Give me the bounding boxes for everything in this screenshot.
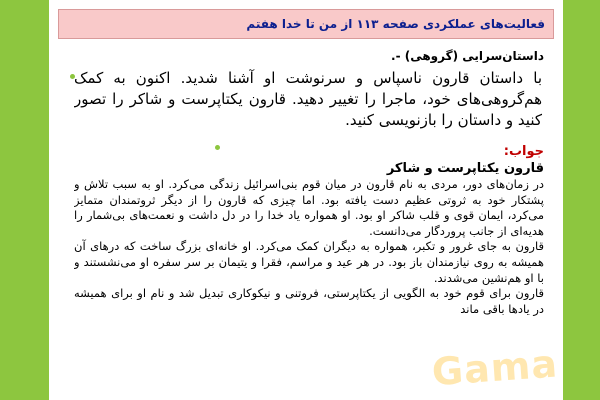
- page-header-title: فعالیت‌های عملکردی صفحه ۱۱۳ از من تا خدا هفتم: [246, 17, 545, 31]
- watermark-logo: Gama: [430, 341, 560, 395]
- content-area: [74, 48, 544, 358]
- story-paragraph: قارون به جای غرور و تکبر، همواره به دیگران کمک می‌کرد. او خانه‌ای بزرگ ساخت که درهای آن همیشه به روی نیازمندان باز بود. در هر عید و مراسم، فقرا و یتیمان بر سر سفره او می‌نشستند و با او هم‌نشین می‌شدند.: [74, 239, 544, 285]
- section-title: داستان‌سرایی (گروهی) -.: [391, 49, 544, 63]
- story-title: قارون یکتاپرست و شاکر: [386, 161, 544, 176]
- story-paragraph: قارون برای قوم خود به الگویی از یکتاپرستی، فروتنی و نیکوکاری تبدیل شد و نام او برای همیشه در یادها باقی ماند: [74, 286, 544, 316]
- answer-label: جواب:: [503, 144, 544, 159]
- page-header: [58, 9, 554, 39]
- story-paragraph: در زمان‌های دور، مردی به نام قارون در میان قوم بنی‌اسرائیل زندگی می‌کرد. او به سبب تلاش و پشتکار خود به ثروتی عظیم دست یافته بود. اما چیزی که قارون را از دیگر ثروتمندان متمایز می‌کرد، ایمان قوی و قلب شاکر او بود. او همواره یاد خدا را در دل داشت و نعمت‌های بی‌شمار را هدیه‌ای از جانب پروردگار می‌دانست.: [74, 177, 544, 238]
- question-text: با داستان قارون ناسپاس و سرنوشت او آشنا شدید. اکنون به کمک هم‌گروهی‌های خود، ماجرا را تغییر دهید. قارون یکتاپرست و شاکر را تصور کنید و داستان را بازنویسی کنید.: [74, 69, 542, 129]
- story-body: [74, 177, 544, 317]
